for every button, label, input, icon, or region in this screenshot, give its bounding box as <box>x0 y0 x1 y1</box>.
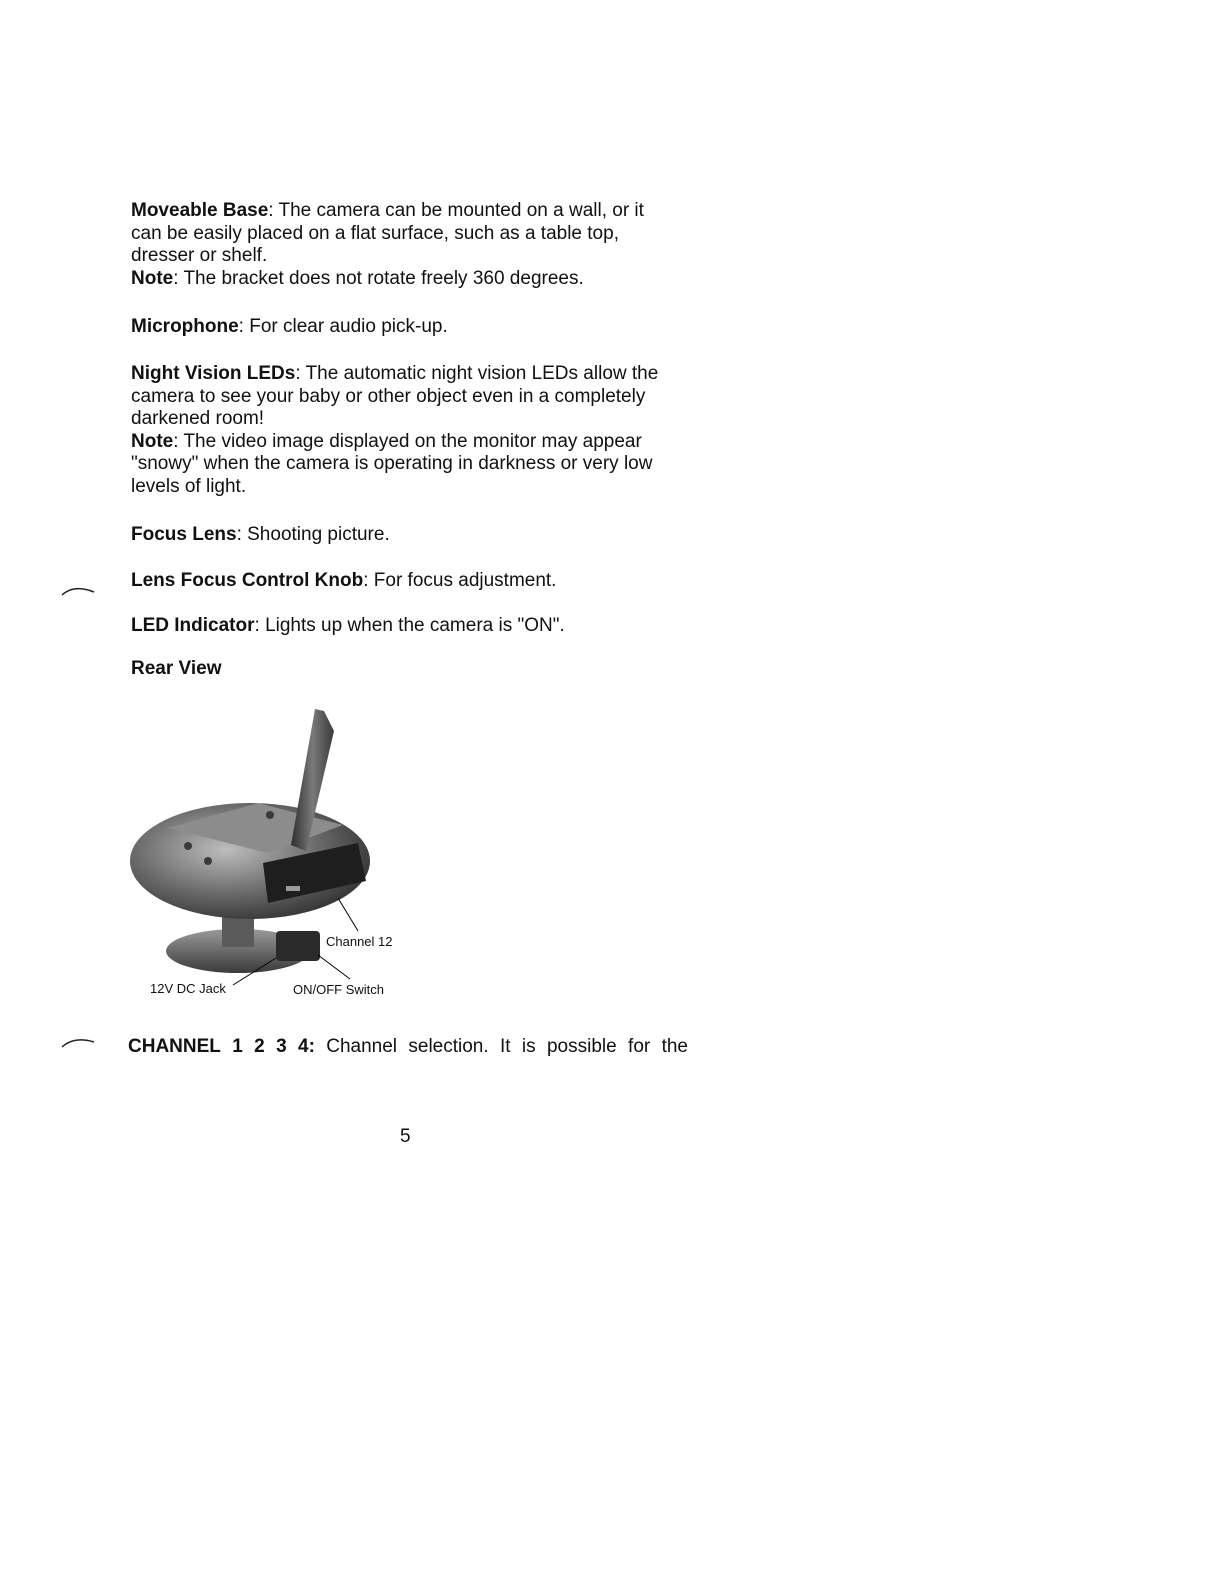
moveable-base-text: : The camera can be mounted on a wall, or it <box>268 200 644 221</box>
channel-word-1: Channel <box>326 1036 398 1057</box>
body-hole-2 <box>204 857 212 865</box>
channel-leader-line <box>338 898 358 931</box>
night-vision-label: Night Vision LEDs <box>131 363 296 384</box>
page-number: 5 <box>400 1126 411 1147</box>
moveable-base-section <box>131 200 711 290</box>
moveable-base-note-text: : The bracket does not rotate freely 360 degrees. <box>173 267 584 289</box>
channel-number-4: 4: <box>298 1036 315 1057</box>
moveable-base-note-label: Note <box>131 267 174 289</box>
night-vision-note-line3: levels of light. <box>131 475 247 497</box>
channel-word-6: for <box>628 1036 651 1057</box>
front-indicator <box>286 886 300 891</box>
led-indicator-label: LED Indicator <box>131 615 255 636</box>
lens-focus-knob-label: Lens Focus Control Knob <box>131 570 364 591</box>
night-vision-text: : The automatic night vision LEDs allow the <box>295 363 659 384</box>
channel-word-2: selection. <box>408 1036 489 1057</box>
camera-illustration <box>128 703 418 1003</box>
channel-word-3: It <box>500 1036 511 1057</box>
channel-number-2: 2 <box>254 1036 265 1057</box>
callout-channel: Channel 12 <box>326 934 393 949</box>
moveable-base-line2: can be easily placed on a flat surface, such as a table top, <box>131 222 619 244</box>
rear-view-figure <box>128 703 418 1003</box>
channel-word-4: is <box>521 1036 536 1057</box>
channel-word-5: possible <box>546 1036 617 1057</box>
focus-lens-text: : Shooting picture. <box>236 524 390 545</box>
margin-mark-1 <box>60 580 100 600</box>
led-indicator-section <box>131 615 711 638</box>
channel-label: CHANNEL <box>128 1036 221 1057</box>
night-vision-note-label: Note <box>131 430 174 452</box>
lens-focus-knob-section <box>131 570 711 593</box>
onoff-leader-line <box>318 955 350 979</box>
rear-view-heading: Rear View <box>131 658 222 679</box>
microphone-section <box>131 316 711 339</box>
channel-word-7: the <box>661 1036 688 1057</box>
body-hole-1 <box>184 842 192 850</box>
microphone-label: Microphone <box>131 316 239 337</box>
night-vision-note-text: : The video image displayed on the monitor may appear <box>173 430 642 452</box>
night-vision-note-line2: "snowy" when the camera is operating in darkness or very low <box>131 453 653 474</box>
lens-focus-knob-text: : For focus adjustment. <box>363 570 557 591</box>
focus-lens-section <box>131 524 711 547</box>
night-vision-line2: camera to see your baby or other object even in a completely <box>131 385 646 407</box>
moveable-base-line3: dresser or shelf. <box>131 245 268 266</box>
night-vision-line3: darkened room! <box>131 408 265 429</box>
rear-connector-box <box>276 931 320 961</box>
microphone-text: : For clear audio pick-up. <box>238 316 448 337</box>
led-indicator-text: : Lights up when the camera is "ON". <box>254 615 565 636</box>
channel-selection-line <box>128 1036 688 1058</box>
callout-dc-jack: 12V DC Jack <box>150 981 226 996</box>
focus-lens-label: Focus Lens <box>131 524 237 545</box>
moveable-base-label: Moveable Base <box>131 200 269 221</box>
body-hole-3 <box>266 811 274 819</box>
callout-onoff-switch: ON/OFF Switch <box>293 982 385 997</box>
margin-mark-2 <box>60 1032 100 1052</box>
channel-number-1: 1 <box>232 1036 243 1057</box>
channel-number-3: 3 <box>276 1036 287 1057</box>
night-vision-section <box>131 363 711 498</box>
